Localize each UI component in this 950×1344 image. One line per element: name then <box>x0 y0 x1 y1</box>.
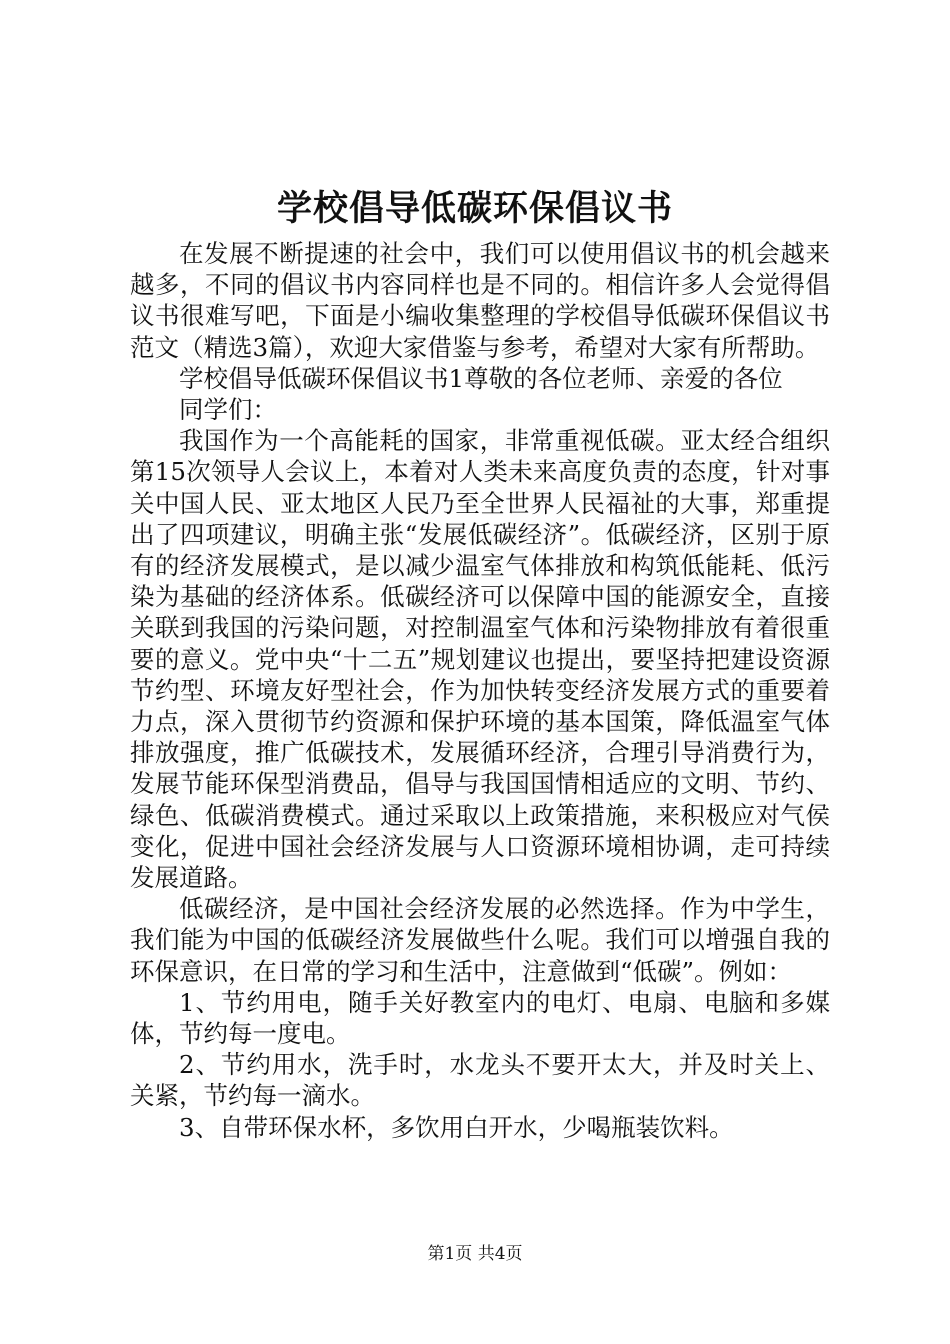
body-paragraph: 我国作为一个高能耗的国家，非常重视低碳。亚太经合组织第15次领导人会议上，本着对人类未来高度负责的态度，针对事关中国人民、亚太地区人民乃至全世界人民福祉的大事，郑重提出了四项建议，明确主张“发展低碳经济”。低碳经济，区别于原有的经济发展模式，是以减少温室气体排放和构筑低能耗、低污染为基础的经济体系。低碳经济可以保障中国的能源安全，直接关联到我国的污染问题，对控制温室气体和污染物排放有着很重要的意义。党中央“十二五”规划建议也提出，要坚持把建设资源节约型、环境友好型社会，作为加快转变经济发展方式的重要着力点，深入贯彻节约资源和保护环境的基本国策，降低温室气体排放强度，推广低碳技术，发展循环经济，合理引导消费行为，发展节能环保型消费品，倡导与我国国情相适应的文明、节约、绿色、低碳消费模式。通过采取以上政策措施，来积极应对气侯变化，促进中国社会经济发展与人口资源环境相协调，走可持续发展道路。 <box>130 426 830 893</box>
list-item: 2、节约用水，洗手时，水龙头不要开太大，并及时关上、关紧，节约每一滴水。 <box>130 1050 830 1111</box>
body-paragraph: 低碳经济，是中国社会经济发展的必然选择。作为中学生，我们能为中国的低碳经济发展做些什么呢。我们可以增强自我的环保意识，在日常的学习和生活中，注意做到“低碳”。例如： <box>130 894 830 986</box>
document-title: 学校倡导低碳环保倡议书 <box>276 189 673 229</box>
document-body <box>130 238 830 1143</box>
section-heading-line: 学校倡导低碳环保倡议书1尊敬的各位老师、亲爱的各位 <box>179 363 783 393</box>
intro-paragraph: 在发展不断提速的社会中，我们可以使用倡议书的机会越来越多，不同的倡议书内容同样也是不同的。相信许多人会觉得倡议书很难写吧，下面是小编收集整理的学校倡导低碳环保倡议书范文（精选3篇），欢迎大家借鉴与参考，希望对大家有所帮助。 <box>130 239 830 362</box>
list-item: 1、节约用电，随手关好教室内的电灯、电扇、电脑和多媒体，节约每一度电。 <box>130 987 830 1049</box>
list-item: 3、自带环保水杯，多饮用白开水，少喝瓶装饮料。 <box>179 1112 734 1142</box>
page-footer: 第1页 共4页 <box>427 1244 523 1264</box>
salutation-line: 同学们： <box>179 395 277 425</box>
